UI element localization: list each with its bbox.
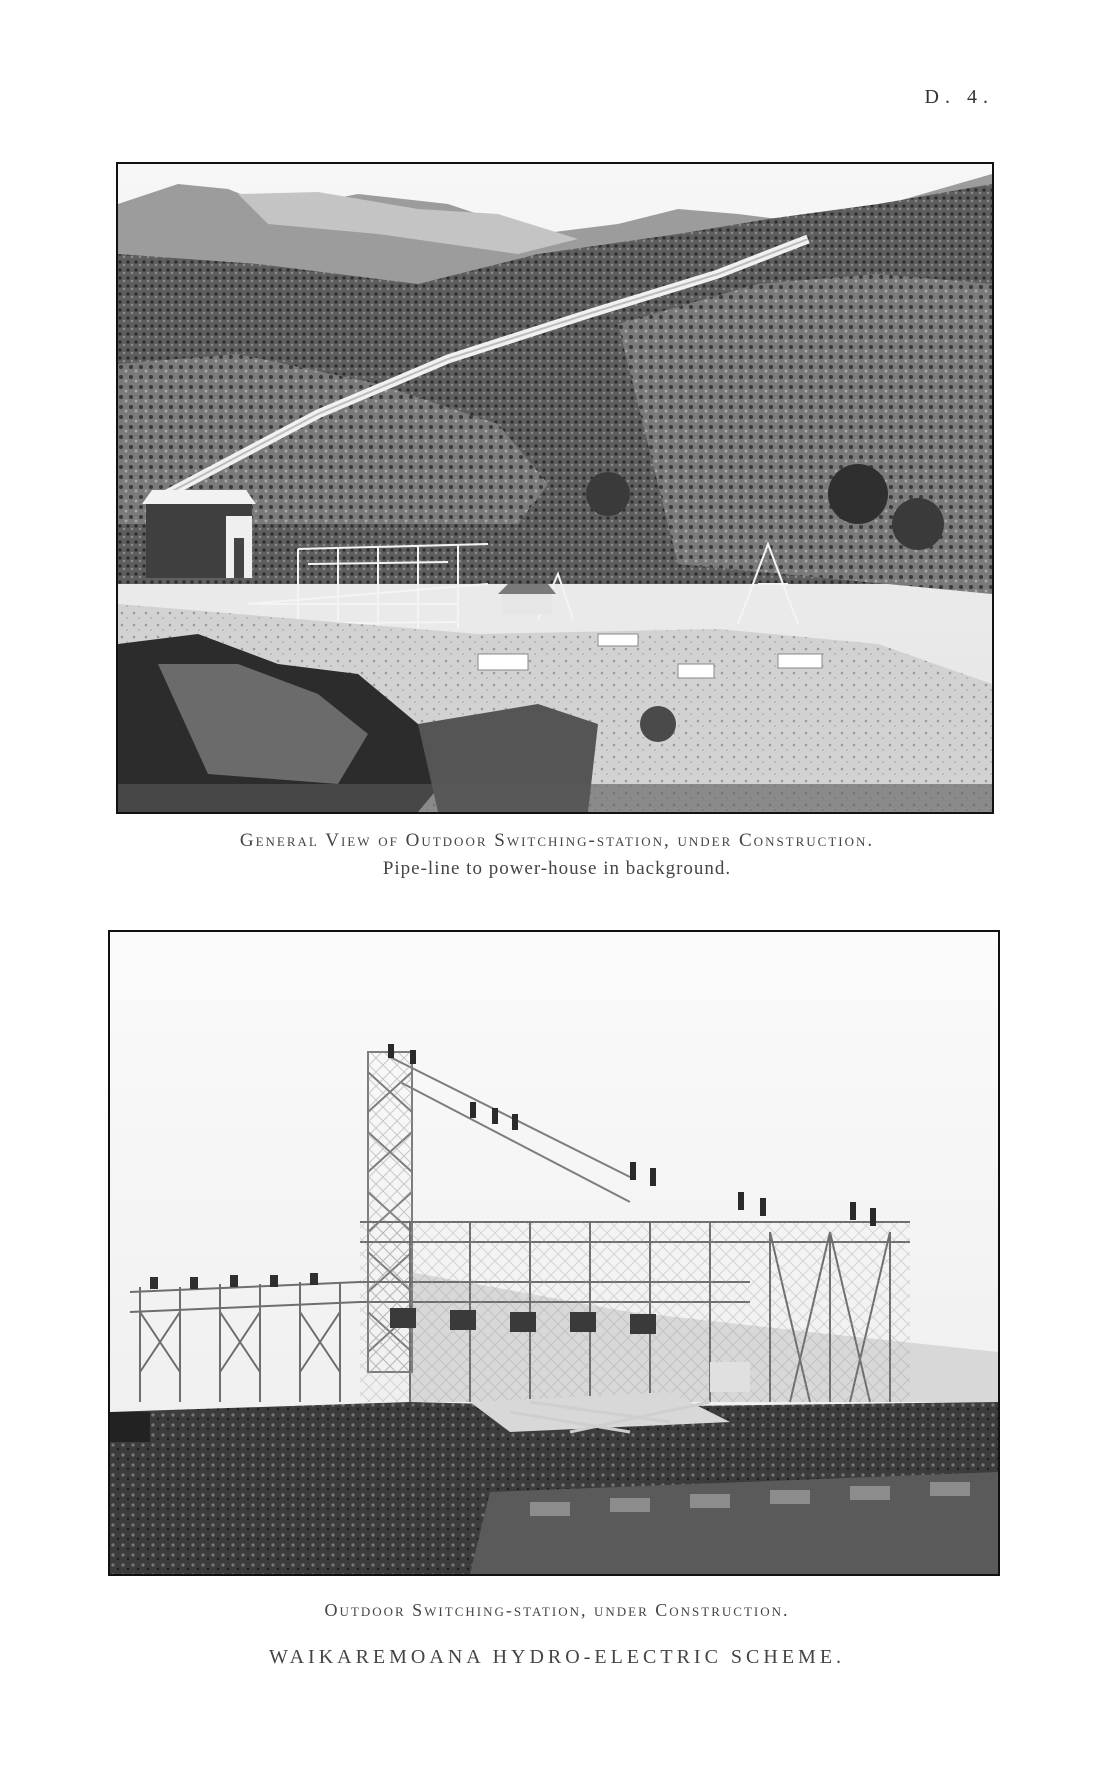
photo-2-caption: Outdoor Switching-station, under Construction. bbox=[324, 1600, 790, 1620]
scheme-title: WAIKAREMOANA HYDRO-ELECTRIC SCHEME. bbox=[268, 1646, 846, 1668]
page-reference: D. 4. bbox=[924, 86, 994, 108]
photo-1-illustration bbox=[118, 164, 992, 812]
photo-2-illustration bbox=[110, 932, 998, 1574]
photo-switching-station-general-view bbox=[116, 162, 994, 814]
photo-1-caption: General View of Outdoor Switching-station, under Construction. bbox=[239, 830, 875, 851]
photo-1-subcaption: Pipe-line to power-house in background. bbox=[382, 858, 732, 879]
photo-switching-station-closeup bbox=[108, 930, 1000, 1576]
